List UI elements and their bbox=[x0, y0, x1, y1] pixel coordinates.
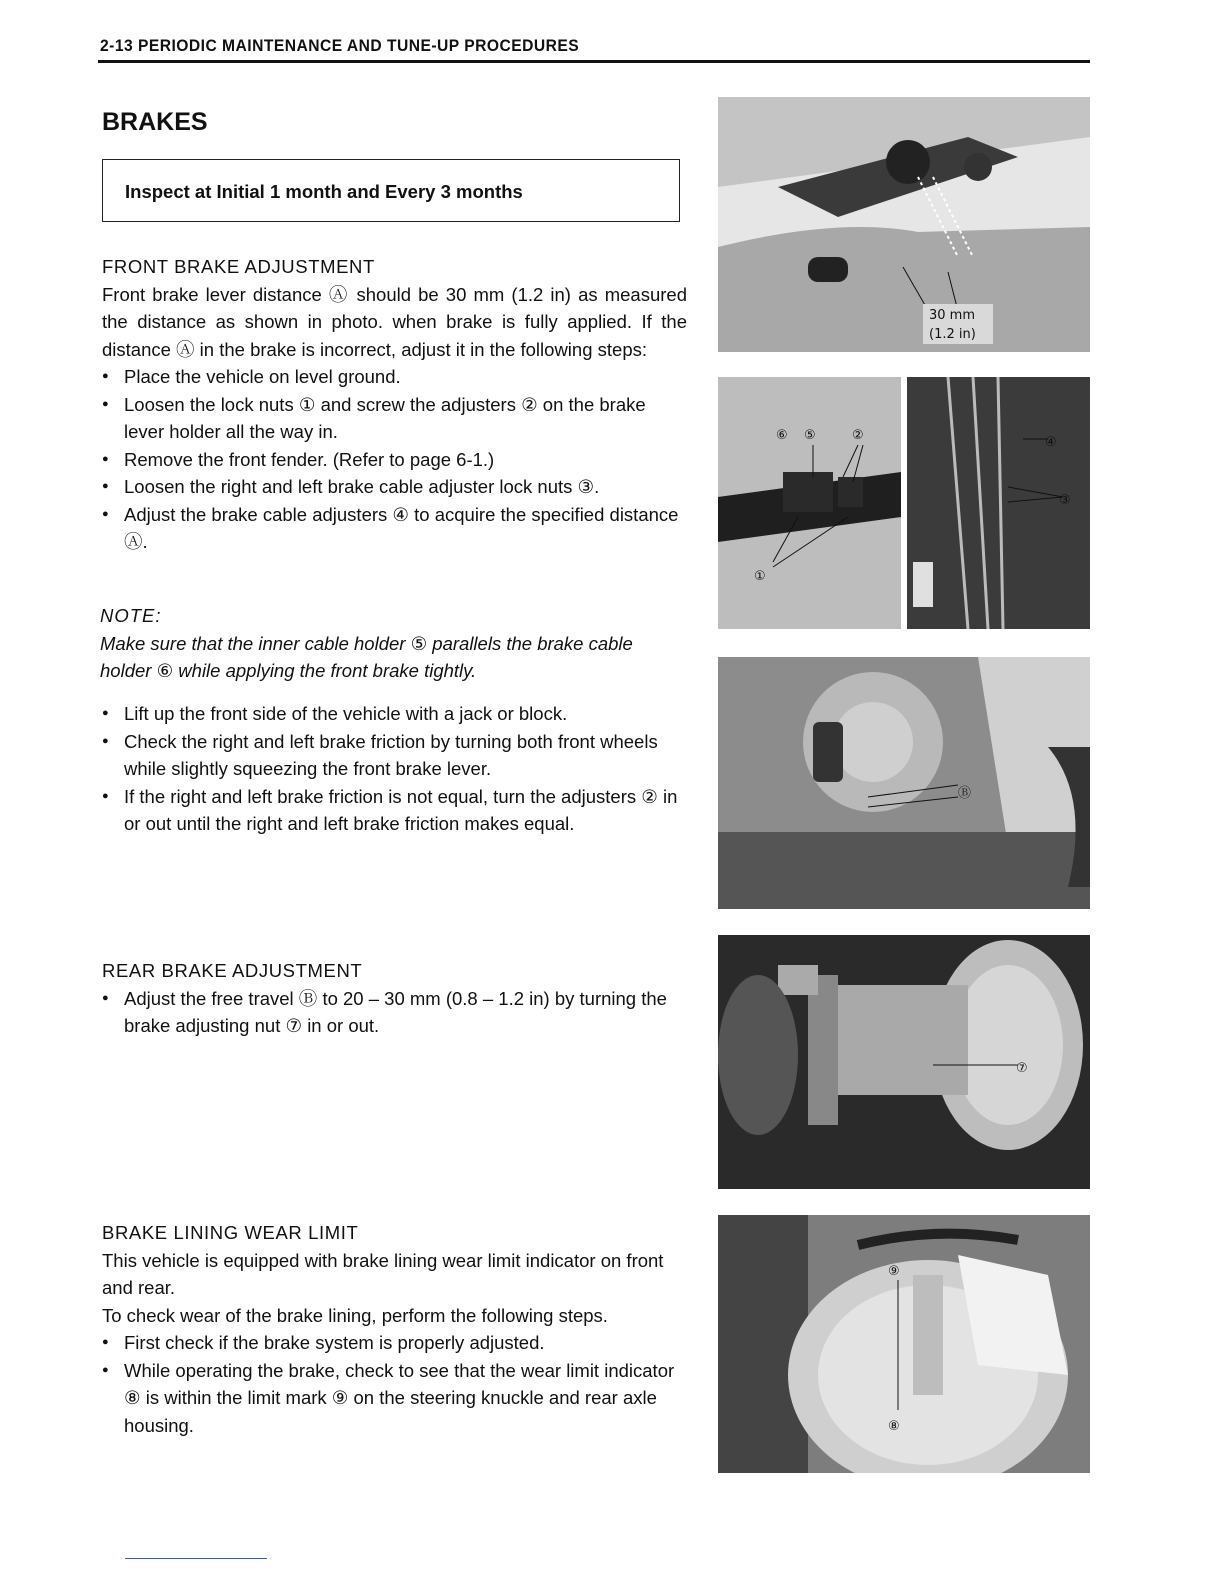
list-item: ● While operating the brake, check to see that the wear limit indicator ⑧ is within the limit mark ⑨ on the steering knuckle and rear axle housing. bbox=[102, 1357, 687, 1440]
callout-3: ③ bbox=[1059, 493, 1071, 508]
list-item: ● First check if the brake system is properly adjusted. bbox=[102, 1329, 687, 1357]
front-brake-steps bbox=[102, 363, 687, 556]
photo-wear-limit bbox=[718, 1215, 1090, 1473]
list-item: ● Loosen the right and left brake cable adjuster lock nuts ③. bbox=[102, 473, 687, 501]
rear-brake-heading: REAR BRAKE ADJUSTMENT bbox=[102, 960, 363, 981]
front-brake-heading: FRONT BRAKE ADJUSTMENT bbox=[102, 256, 375, 277]
callout-5: ⑤ bbox=[804, 428, 816, 443]
photo-rear-brake bbox=[718, 935, 1090, 1189]
section-title: BRAKES bbox=[102, 108, 208, 136]
rear-brake-section bbox=[102, 957, 687, 1040]
callout-8: ⑧ bbox=[888, 1419, 900, 1434]
front-brake-note bbox=[100, 602, 685, 685]
callout-7: ⑦ bbox=[1016, 1061, 1028, 1076]
list-item: ● If the right and left brake friction is not equal, turn the adjusters ② in or out until the right and left brake friction makes equal. bbox=[102, 783, 687, 838]
dim-30mm: 30 mm bbox=[929, 308, 976, 323]
lining-section bbox=[102, 1219, 687, 1439]
list-item: ● Loosen the lock nuts ① and screw the adjusters ② on the brake lever holder all the way in. bbox=[102, 391, 687, 446]
callout-1: ① bbox=[754, 569, 766, 584]
page-header: 2-13 PERIODIC MAINTENANCE AND TUNE-UP PROCEDURES bbox=[100, 36, 580, 55]
footer-link-line bbox=[125, 1558, 267, 1559]
lining-para-1: This vehicle is equipped with brake lining wear limit indicator on front and rear. bbox=[102, 1249, 664, 1298]
lining-heading: BRAKE LINING WEAR LIMIT bbox=[102, 1222, 359, 1243]
photo-front-brake bbox=[718, 657, 1090, 909]
list-item: ● Remove the front fender. (Refer to page 6-1.) bbox=[102, 446, 687, 474]
inspect-interval-text: Inspect at Initial 1 month and Every 3 months bbox=[125, 181, 523, 202]
front-brake-steps-2 bbox=[102, 700, 687, 838]
callout-4: ④ bbox=[1045, 435, 1057, 450]
inspect-interval-box bbox=[102, 159, 680, 222]
list-item: ● Check the right and left brake friction by turning both front wheels while slightly squeezing the front brake lever. bbox=[102, 728, 687, 783]
callout-B: Ⓑ bbox=[958, 786, 972, 801]
list-item: ● Place the vehicle on level ground. bbox=[102, 363, 687, 391]
photo-brake-lever bbox=[718, 97, 1090, 352]
lining-para-2: To check wear of the brake lining, perform the following steps. bbox=[102, 1304, 608, 1326]
front-brake-section bbox=[102, 253, 687, 556]
dim-1-2in: (1.2 in) bbox=[929, 327, 976, 342]
photo-adjusters bbox=[718, 377, 1090, 629]
note-text: Make sure that the inner cable holder ⑤ parallels the brake cable holder ⑥ while applying the front brake tightly. bbox=[100, 632, 633, 681]
front-brake-intro: Front brake lever distance Ⓐ should be 30 mm (1.2 in) as measured the distance as shown in photo. when brake is fully applied. If the distance Ⓐ in the brake is incorrect, adjust it in the following steps: bbox=[102, 283, 687, 360]
header-rule bbox=[98, 60, 1090, 63]
callout-2: ② bbox=[852, 428, 864, 443]
callout-9: ⑨ bbox=[888, 1264, 900, 1279]
callout-6: ⑥ bbox=[776, 428, 788, 443]
list-item: ● Adjust the brake cable adjusters ④ to acquire the specified distance Ⓐ. bbox=[102, 501, 687, 556]
note-label: NOTE: bbox=[100, 605, 162, 626]
list-item: ● Lift up the front side of the vehicle with a jack or block. bbox=[102, 700, 687, 728]
list-item: ● Adjust the free travel Ⓑ to 20 – 30 mm (0.8 – 1.2 in) by turning the brake adjusting nut ⑦ in or out. bbox=[102, 985, 687, 1040]
